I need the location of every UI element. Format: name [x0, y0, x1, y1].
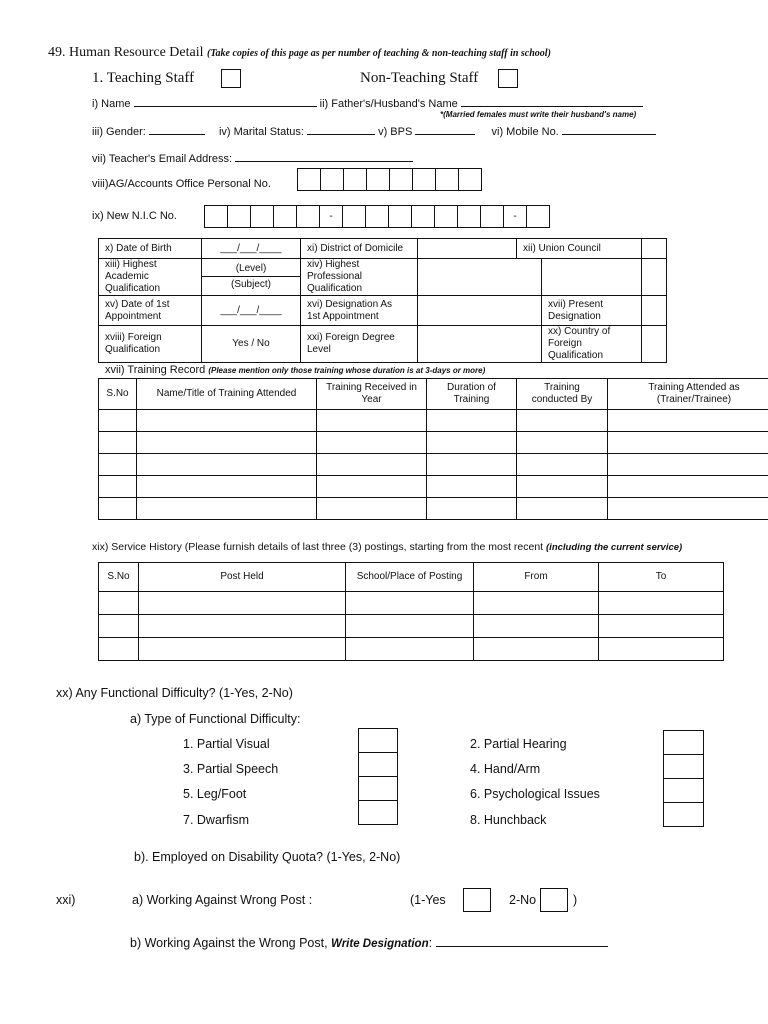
professional-qualification-extra-2[interactable]	[642, 259, 667, 296]
partial-hearing-checkbox[interactable]	[663, 730, 704, 755]
service-header-post: Post Held	[139, 563, 346, 592]
present-designation-field[interactable]	[642, 296, 667, 326]
marital-status-field[interactable]	[307, 124, 375, 135]
difficulty-dwarfism: 7. Dwarfism	[183, 813, 249, 827]
first-designation-field[interactable]	[418, 296, 542, 326]
academic-qualification-field[interactable]	[202, 259, 301, 296]
dwarfism-checkbox[interactable]	[358, 800, 398, 825]
table-row[interactable]	[99, 638, 724, 661]
wrong-post-yes-checkbox[interactable]	[463, 888, 491, 912]
table-row[interactable]	[99, 454, 768, 476]
marital-status-label: iv) Marital Status:	[218, 126, 304, 138]
training-header-conducted-by: Training conducted By	[517, 379, 608, 410]
name-field[interactable]	[134, 96, 317, 107]
service-header-school: School/Place of Posting	[346, 563, 474, 592]
difficulty-partial-speech: 3. Partial Speech	[183, 762, 279, 776]
foreign-country-label: xx) Country of Foreign Qualification	[542, 326, 642, 363]
difficulty-partial-hearing: 2. Partial Hearing	[470, 737, 567, 751]
first-appointment-label: xv) Date of 1st Appointment	[99, 296, 202, 326]
wrong-post-yes-label: (1-Yes	[410, 893, 446, 907]
table-row[interactable]	[99, 498, 768, 520]
designation-field[interactable]	[436, 934, 608, 947]
mobile-label: vi) Mobile No.	[491, 126, 559, 138]
table-row[interactable]	[99, 615, 724, 638]
professional-qualification-label: xiv) Highest Professional Qualification	[301, 259, 418, 296]
first-appointment-field[interactable]: ___/___/____	[202, 296, 301, 326]
first-designation-label: xvi) Designation As 1st Appointment	[301, 296, 418, 326]
table-row[interactable]	[99, 432, 768, 454]
wrong-post-no-checkbox[interactable]	[540, 888, 568, 912]
training-header-year: Training Received in Year	[317, 379, 427, 410]
gender-field[interactable]	[149, 124, 205, 135]
partial-visual-checkbox[interactable]	[358, 728, 398, 753]
wrong-post-number: xxi)	[56, 893, 76, 907]
service-header-sno: S.No	[99, 563, 139, 592]
hand-arm-checkbox[interactable]	[663, 754, 704, 779]
wrong-post-designation-label: b) Working Against the Wrong Post,	[130, 936, 328, 950]
gender-label: iii) Gender:	[92, 126, 146, 138]
email-field[interactable]	[235, 151, 413, 162]
training-header-attended-as: Training Attended as (Trainer/Trainee)	[608, 379, 768, 410]
table-row[interactable]	[99, 476, 768, 498]
table-row[interactable]	[99, 592, 724, 615]
foreign-qualification-field[interactable]: Yes / No	[202, 326, 301, 363]
non-teaching-staff-checkbox[interactable]	[498, 69, 518, 88]
bps-field[interactable]	[415, 124, 475, 135]
difficulty-psychological: 6. Psychological Issues	[470, 787, 600, 801]
married-note: *(Married females must write their husband's name)	[440, 110, 637, 119]
email-label: vii) Teacher's Email Address:	[92, 153, 233, 165]
teaching-staff-checkbox[interactable]	[221, 69, 241, 88]
write-designation-label: Write Designation	[331, 938, 429, 950]
service-header-to: To	[599, 563, 724, 592]
teaching-staff-label: 1. Teaching Staff	[92, 70, 195, 86]
form-title	[48, 45, 551, 61]
service-title: xix) Service History (Please furnish details of last three (3) postings, starting from the most recent	[92, 541, 544, 553]
professional-qualification-field[interactable]	[418, 259, 542, 296]
training-header-name: Name/Title of Training Attended	[137, 379, 317, 410]
ag-office-label: viii)AG/Accounts Office Personal No.	[92, 178, 271, 190]
nic-label: ix) New N.I.C No.	[92, 210, 177, 222]
service-header-from: From	[474, 563, 599, 592]
domicile-field[interactable]	[418, 239, 517, 259]
ag-office-number-boxes[interactable]	[297, 168, 482, 191]
disability-quota-question: b). Employed on Disability Quota? (1-Yes, 2-No)	[134, 850, 401, 864]
section-note: (Take copies of this page as per number of teaching & non-teaching staff in school)	[207, 48, 551, 59]
professional-qualification-extra[interactable]	[542, 259, 642, 296]
training-table	[98, 378, 768, 520]
functional-type-label: a) Type of Functional Difficulty:	[130, 712, 301, 726]
designation-colon: :	[428, 936, 433, 950]
service-history-table	[98, 562, 724, 661]
foreign-qualification-label: xviii) Foreign Qualification	[99, 326, 202, 363]
academic-qualification-label: xiii) Highest Academic Qualification	[99, 259, 202, 296]
name-label: i) Name	[92, 98, 131, 110]
training-header-duration: Duration of Training	[427, 379, 517, 410]
non-teaching-staff-label: Non-Teaching Staff	[360, 70, 479, 86]
domicile-label: xi) District of Domicile	[301, 239, 418, 259]
academic-level-label: (Level)	[202, 261, 300, 277]
difficulty-hunchback: 8. Hunchback	[470, 813, 547, 827]
psychological-checkbox[interactable]	[663, 778, 704, 803]
nic-number-boxes[interactable]	[204, 205, 550, 228]
foreign-degree-level-field[interactable]	[418, 326, 542, 363]
union-council-label: xii) Union Council	[517, 239, 642, 259]
section-title: 49. Human Resource Detail	[48, 45, 204, 60]
hunchback-checkbox[interactable]	[663, 802, 704, 827]
functional-difficulty-question: xx) Any Functional Difficulty? (1-Yes, 2-No)	[56, 686, 293, 700]
wrong-post-close-paren: )	[573, 893, 578, 907]
personal-details-table	[98, 238, 667, 363]
foreign-country-field[interactable]	[642, 326, 667, 363]
present-designation-label: xvii) Present Designation	[542, 296, 642, 326]
leg-foot-checkbox[interactable]	[358, 776, 398, 801]
union-council-field[interactable]	[642, 239, 667, 259]
difficulty-leg-foot: 5. Leg/Foot	[183, 787, 247, 801]
father-husband-label: ii) Father's/Husband's Name	[319, 98, 458, 110]
training-title: xvii) Training Record	[105, 364, 206, 376]
dob-label: x) Date of Birth	[99, 239, 202, 259]
service-note: (including the current service)	[546, 542, 683, 553]
difficulty-partial-visual: 1. Partial Visual	[183, 737, 270, 751]
dob-field[interactable]: ___/___/____	[202, 239, 301, 259]
wrong-post-question: a) Working Against Wrong Post :	[132, 893, 313, 907]
training-note: (Please mention only those training whose duration is at 3-days or more)	[208, 366, 486, 375]
academic-subject-label: (Subject)	[230, 279, 271, 290]
wrong-post-no-label: 2-No	[509, 893, 537, 907]
father-husband-field[interactable]	[461, 96, 643, 107]
nic-dash-1: -	[320, 206, 343, 227]
bps-label: v) BPS	[378, 126, 413, 138]
foreign-degree-level-label: xxi) Foreign Degree Level	[301, 326, 418, 363]
partial-speech-checkbox[interactable]	[358, 752, 398, 777]
difficulty-hand-arm: 4. Hand/Arm	[470, 762, 541, 776]
mobile-field[interactable]	[562, 124, 656, 135]
table-row[interactable]	[99, 410, 768, 432]
training-header-sno: S.No	[99, 379, 137, 410]
nic-dash-2: -	[504, 206, 527, 227]
